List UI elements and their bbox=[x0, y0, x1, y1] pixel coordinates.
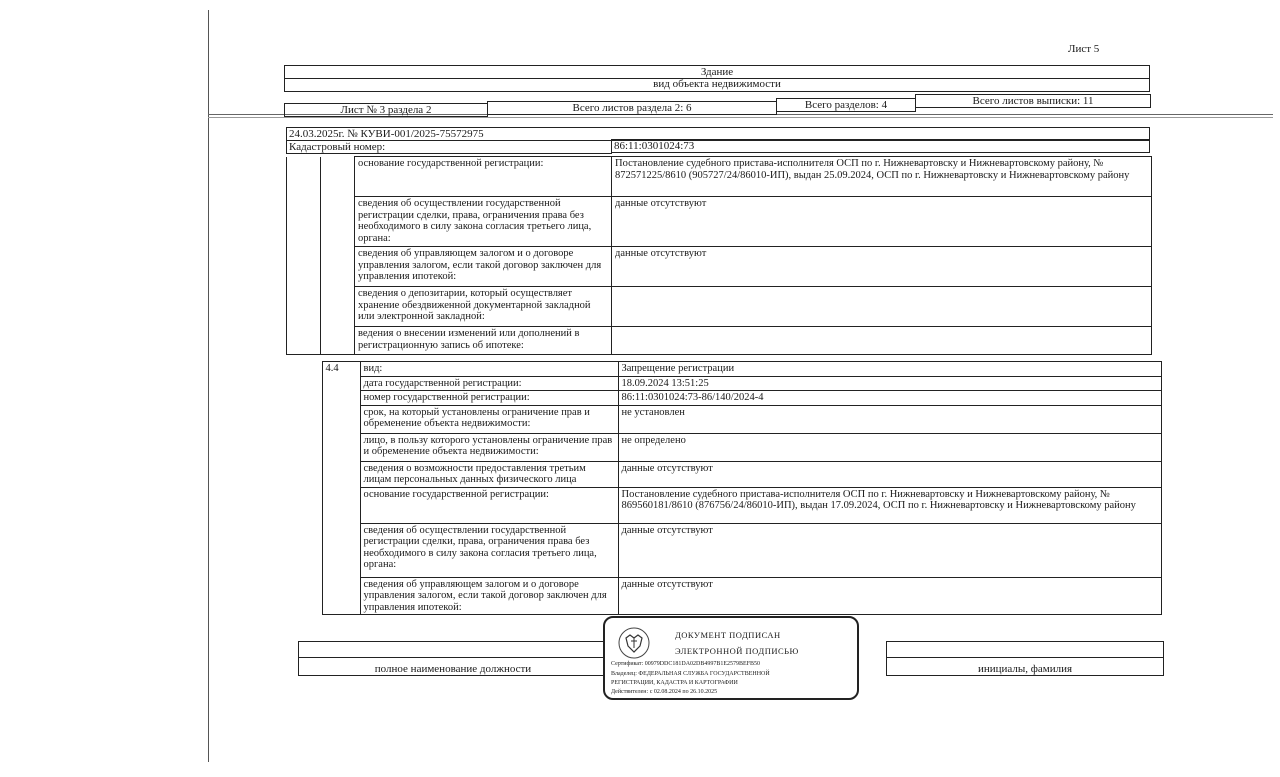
row-value: данные отсутствуют bbox=[618, 461, 1162, 487]
stamp-validity: Действителен: с 02.08.2024 по 26.10.2025 bbox=[611, 689, 718, 695]
table-row bbox=[292, 405, 1162, 433]
row-label: сведения об управляющем залогом и о договоре управления залогом, если такой договор заключен для управления ипотекой: bbox=[355, 247, 612, 287]
row-label: основание государственной регистрации: bbox=[355, 157, 612, 197]
row-value: Постановление судебного пристава-исполнителя ОСП по г. Нижневартовску и Нижневартовскому району, № 869560181/8610 (876756/24/86010-ИП), выдан 17.09.2024, ОСП по г. Нижневартовску и Нижневартовскому району bbox=[618, 487, 1162, 523]
subindex-cell bbox=[321, 157, 355, 355]
e-signature-stamp bbox=[603, 616, 859, 700]
index-cell bbox=[287, 157, 321, 355]
cadastral-value: 86:11:0301024:73 bbox=[611, 139, 1150, 153]
table-row bbox=[292, 376, 1162, 391]
row-value: данные отсутствуют bbox=[612, 197, 1152, 247]
encumbrance-table-2 bbox=[292, 361, 1162, 615]
sections-total: Всего разделов: 4 bbox=[776, 98, 916, 112]
table-row bbox=[287, 287, 1152, 327]
stamp-title-2: ЭЛЕКТРОННОЙ ПОДПИСЬЮ bbox=[675, 646, 799, 656]
table-row bbox=[292, 461, 1162, 487]
encumbrance-table-1 bbox=[286, 156, 1152, 355]
row-label: вид: bbox=[360, 362, 618, 377]
extract-sheets-total: Всего листов выписки: 11 bbox=[915, 94, 1151, 108]
sheet-info-row bbox=[284, 93, 1152, 121]
row-label: номер государственной регистрации: bbox=[360, 391, 618, 406]
table-row bbox=[292, 487, 1162, 523]
row-label: сведения об осуществлении государственной регистрации сделки, права, ограничения права без необходимого в силу закона согласия третьего лица, органа: bbox=[360, 523, 618, 577]
table-row bbox=[287, 157, 1152, 197]
position-caption: полное наименование должности bbox=[299, 658, 608, 676]
document-number: 24.03.2025г. № КУВИ-001/2025-75572975 bbox=[286, 127, 1150, 141]
object-type: Здание bbox=[284, 65, 1150, 79]
row-value: данные отсутствуют bbox=[618, 523, 1162, 577]
table-row bbox=[292, 577, 1162, 615]
row-label: сведения об управляющем залогом и о договоре управления залогом, если такой договор заключен для управления ипотекой: bbox=[360, 577, 618, 615]
row-label: сведения об осуществлении государственной регистрации сделки, права, ограничения права без необходимого в силу закона согласия третьего лица, органа: bbox=[355, 197, 612, 247]
stamp-owner-2: РЕГИСТРАЦИИ, КАДАСТРА И КАРТОГРАФИИ bbox=[611, 680, 738, 686]
row-value: 18.09.2024 13:51:25 bbox=[618, 376, 1162, 391]
row-value bbox=[612, 327, 1152, 355]
section-sheets-total: Всего листов раздела 2: 6 bbox=[487, 101, 777, 115]
row-value: Постановление судебного пристава-исполнителя ОСП по г. Нижневартовску и Нижневартовскому району, № 872571225/8610 (905727/24/86010-ИП), выдан 25.09.2024, ОСП по г. Нижневартовску и Нижневартовскому району bbox=[612, 157, 1152, 197]
entry-number: 4.4 bbox=[322, 362, 360, 615]
cadastral-label: Кадастровый номер: bbox=[286, 140, 612, 154]
row-label: сведения о депозитарии, который осуществляет хранение обездвиженной документарной закладной или электронной закладной: bbox=[355, 287, 612, 327]
table-row bbox=[292, 523, 1162, 577]
sheet-number: Лист № 3 раздела 2 bbox=[284, 103, 488, 117]
table-row bbox=[287, 247, 1152, 287]
row-label: ведения о внесении изменений или дополнений в регистрационную запись об ипотеке: bbox=[355, 327, 612, 355]
row-value: не установлен bbox=[618, 405, 1162, 433]
sheet-label: Лист 5 bbox=[1068, 43, 1100, 55]
table-row bbox=[292, 391, 1162, 406]
table-row bbox=[292, 433, 1162, 461]
table-row bbox=[287, 197, 1152, 247]
row-value bbox=[612, 287, 1152, 327]
table-row bbox=[287, 327, 1152, 355]
name-caption: инициалы, фамилия bbox=[887, 658, 1164, 676]
object-type-caption: вид объекта недвижимости bbox=[284, 78, 1150, 92]
row-label: основание государственной регистрации: bbox=[360, 487, 618, 523]
row-value: 86:11:0301024:73-86/140/2024-4 bbox=[618, 391, 1162, 406]
row-label: срок, на который установлены ограничение прав и обременение объекта недвижимости: bbox=[360, 405, 618, 433]
row-value: не определено bbox=[618, 433, 1162, 461]
scan-margin-line bbox=[208, 10, 209, 762]
row-label: сведения о возможности предоставления третьим лицам персональных данных физического лица bbox=[360, 461, 618, 487]
index-cell bbox=[292, 362, 322, 615]
stamp-owner-1: Владелец: ФЕДЕРАЛЬНАЯ СЛУЖБА ГОСУДАРСТВЕННОЙ bbox=[611, 671, 770, 677]
row-value: данные отсутствуют bbox=[612, 247, 1152, 287]
table-row bbox=[292, 362, 1162, 377]
row-label: лицо, в пользу которого установлены ограничение прав и обременение объекта недвижимости: bbox=[360, 433, 618, 461]
stamp-certificate: Сертификат: 00979DDC181DA02DB4997B1E2579BEFB50 bbox=[611, 661, 761, 667]
row-value: Запрещение регистрации bbox=[618, 362, 1162, 377]
coat-of-arms-icon bbox=[617, 626, 651, 660]
stamp-title-1: ДОКУМЕНТ ПОДПИСАН bbox=[675, 630, 781, 640]
row-value: данные отсутствуют bbox=[618, 577, 1162, 615]
row-label: дата государственной регистрации: bbox=[360, 376, 618, 391]
